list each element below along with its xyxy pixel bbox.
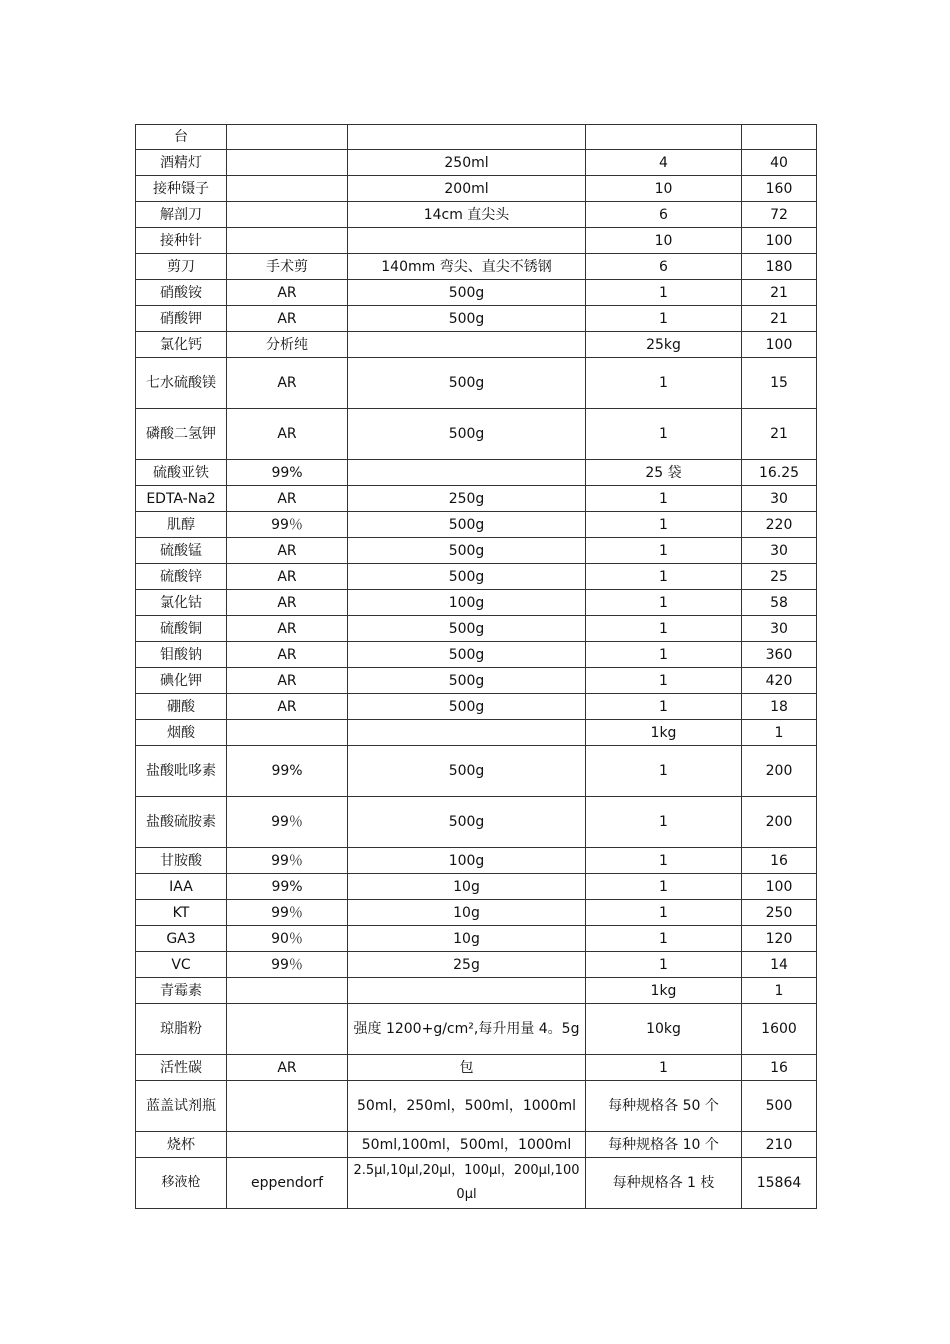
cell-item-name: 盐酸吡哆素: [136, 746, 227, 797]
cell-quantity: 1: [586, 668, 742, 694]
table-row: [136, 874, 817, 900]
cell-amount: 21: [742, 409, 817, 460]
cell-spec-grade: 分析纯: [227, 332, 348, 358]
cell-quantity: 1: [586, 590, 742, 616]
table-row: [136, 125, 817, 150]
cell-package-size: 强度 1200+g/cm²,每升用量 4。5g: [348, 1004, 586, 1055]
cell-quantity: 每种规格各 1 枝: [586, 1158, 742, 1209]
table-row: [136, 176, 817, 202]
cell-item-name: 碘化钾: [136, 668, 227, 694]
cell-spec-grade: [227, 125, 348, 150]
cell-item-name: 青霉素: [136, 978, 227, 1004]
cell-package-size: 500g: [348, 797, 586, 848]
cell-quantity: 1: [586, 486, 742, 512]
cell-item-name: VC: [136, 952, 227, 978]
cell-spec-grade: 手术剪: [227, 254, 348, 280]
table-row: [136, 512, 817, 538]
cell-amount: 18: [742, 694, 817, 720]
cell-item-name: 解剖刀: [136, 202, 227, 228]
table-row: [136, 900, 817, 926]
cell-item-name: 烟酸: [136, 720, 227, 746]
cell-amount: 360: [742, 642, 817, 668]
cell-spec-grade: AR: [227, 642, 348, 668]
cell-quantity: 10: [586, 176, 742, 202]
cell-item-name: 剪刀: [136, 254, 227, 280]
cell-quantity: 1: [586, 1055, 742, 1081]
cell-spec-grade: AR: [227, 694, 348, 720]
cell-quantity: 1: [586, 848, 742, 874]
cell-amount: 120: [742, 926, 817, 952]
cell-item-name: 接种针: [136, 228, 227, 254]
cell-spec-grade: [227, 720, 348, 746]
cell-package-size: 500g: [348, 668, 586, 694]
cell-item-name: 硝酸铵: [136, 280, 227, 306]
cell-quantity: 1: [586, 797, 742, 848]
cell-package-size: 500g: [348, 616, 586, 642]
cell-amount: 30: [742, 616, 817, 642]
cell-quantity: 每种规格各 10 个: [586, 1132, 742, 1158]
cell-quantity: 1kg: [586, 720, 742, 746]
supplies-table: [135, 124, 817, 1209]
cell-quantity: 25 袋: [586, 460, 742, 486]
cell-item-name: 硼酸: [136, 694, 227, 720]
table-row: [136, 926, 817, 952]
cell-quantity: 1: [586, 952, 742, 978]
cell-spec-grade: AR: [227, 538, 348, 564]
table-row: [136, 1158, 817, 1209]
cell-item-name: 酒精灯: [136, 150, 227, 176]
cell-item-name: 甘胺酸: [136, 848, 227, 874]
cell-package-size: 100g: [348, 848, 586, 874]
cell-package-size: 250g: [348, 486, 586, 512]
cell-spec-grade: 90％: [227, 926, 348, 952]
cell-spec-grade: AR: [227, 358, 348, 409]
cell-item-name: 氯化钴: [136, 590, 227, 616]
table-row: [136, 797, 817, 848]
cell-item-name: 硫酸锌: [136, 564, 227, 590]
cell-amount: 30: [742, 538, 817, 564]
cell-spec-grade: AR: [227, 590, 348, 616]
cell-package-size: 100g: [348, 590, 586, 616]
cell-package-size: 10g: [348, 926, 586, 952]
cell-quantity: 6: [586, 202, 742, 228]
cell-quantity: 4: [586, 150, 742, 176]
cell-item-name: 台: [136, 125, 227, 150]
table-row: [136, 720, 817, 746]
cell-amount: 21: [742, 306, 817, 332]
cell-package-size: 500g: [348, 409, 586, 460]
cell-amount: 15864: [742, 1158, 817, 1209]
table-row: [136, 306, 817, 332]
cell-amount: 160: [742, 176, 817, 202]
table-row: [136, 564, 817, 590]
cell-quantity: [586, 125, 742, 150]
table-row: [136, 280, 817, 306]
cell-item-name: IAA: [136, 874, 227, 900]
cell-amount: 16: [742, 1055, 817, 1081]
cell-quantity: 1: [586, 746, 742, 797]
cell-quantity: 1: [586, 874, 742, 900]
table-row: [136, 848, 817, 874]
table-row: [136, 668, 817, 694]
cell-package-size: 500g: [348, 358, 586, 409]
cell-amount: 210: [742, 1132, 817, 1158]
table-row: [136, 254, 817, 280]
cell-spec-grade: 99％: [227, 797, 348, 848]
cell-spec-grade: eppendorf: [227, 1158, 348, 1209]
cell-amount: 1600: [742, 1004, 817, 1055]
cell-spec-grade: [227, 202, 348, 228]
cell-spec-grade: 99%: [227, 746, 348, 797]
cell-spec-grade: 99％: [227, 848, 348, 874]
cell-package-size: 500g: [348, 538, 586, 564]
cell-item-name: 七水硫酸镁: [136, 358, 227, 409]
cell-quantity: 1: [586, 280, 742, 306]
cell-item-name: 蓝盖试剂瓶: [136, 1081, 227, 1132]
table-row: [136, 694, 817, 720]
cell-package-size: 50ml，250ml，500ml，1000ml: [348, 1081, 586, 1132]
cell-amount: 500: [742, 1081, 817, 1132]
cell-amount: 250: [742, 900, 817, 926]
cell-item-name: 烧杯: [136, 1132, 227, 1158]
cell-package-size: 2.5μl,10μl,20μl，100μl，200μl,1000μl: [348, 1158, 586, 1209]
cell-quantity: 1: [586, 900, 742, 926]
cell-amount: 100: [742, 332, 817, 358]
cell-package-size: 10g: [348, 900, 586, 926]
cell-item-name: 氯化钙: [136, 332, 227, 358]
cell-package-size: 500g: [348, 306, 586, 332]
cell-spec-grade: AR: [227, 564, 348, 590]
cell-package-size: 140mm 弯尖、直尖不锈钢: [348, 254, 586, 280]
table-row: [136, 642, 817, 668]
cell-quantity: 每种规格各 50 个: [586, 1081, 742, 1132]
cell-quantity: 1: [586, 694, 742, 720]
cell-quantity: 1: [586, 358, 742, 409]
cell-item-name: 硫酸铜: [136, 616, 227, 642]
table-row: [136, 1055, 817, 1081]
cell-spec-grade: [227, 1132, 348, 1158]
cell-spec-grade: AR: [227, 668, 348, 694]
cell-spec-grade: [227, 228, 348, 254]
cell-spec-grade: [227, 978, 348, 1004]
cell-spec-grade: 99％: [227, 900, 348, 926]
cell-item-name: 硝酸钾: [136, 306, 227, 332]
table-row: [136, 332, 817, 358]
cell-amount: 200: [742, 746, 817, 797]
cell-quantity: 10: [586, 228, 742, 254]
cell-amount: 15: [742, 358, 817, 409]
cell-spec-grade: AR: [227, 616, 348, 642]
cell-item-name: 硫酸锰: [136, 538, 227, 564]
cell-item-name: 琼脂粉: [136, 1004, 227, 1055]
cell-package-size: 500g: [348, 564, 586, 590]
cell-package-size: 500g: [348, 642, 586, 668]
cell-package-size: 14cm 直尖头: [348, 202, 586, 228]
cell-spec-grade: 99%: [227, 874, 348, 900]
cell-quantity: 1: [586, 306, 742, 332]
cell-item-name: 移液枪: [136, 1158, 227, 1209]
cell-package-size: 500g: [348, 746, 586, 797]
table-row: [136, 228, 817, 254]
cell-spec-grade: [227, 176, 348, 202]
cell-amount: 25: [742, 564, 817, 590]
cell-package-size: 10g: [348, 874, 586, 900]
cell-quantity: 1kg: [586, 978, 742, 1004]
cell-package-size: 50ml,100ml，500ml，1000ml: [348, 1132, 586, 1158]
cell-package-size: 200ml: [348, 176, 586, 202]
cell-item-name: 活性碳: [136, 1055, 227, 1081]
cell-package-size: [348, 720, 586, 746]
cell-amount: 16.25: [742, 460, 817, 486]
cell-spec-grade: AR: [227, 306, 348, 332]
cell-item-name: 接种镊子: [136, 176, 227, 202]
cell-amount: 40: [742, 150, 817, 176]
cell-item-name: 肌醇: [136, 512, 227, 538]
cell-quantity: 6: [586, 254, 742, 280]
cell-package-size: [348, 332, 586, 358]
cell-quantity: 1: [586, 538, 742, 564]
cell-quantity: 10kg: [586, 1004, 742, 1055]
cell-amount: 100: [742, 874, 817, 900]
cell-amount: [742, 125, 817, 150]
cell-amount: 58: [742, 590, 817, 616]
cell-package-size: 500g: [348, 280, 586, 306]
table-row: [136, 460, 817, 486]
table-row: [136, 1081, 817, 1132]
cell-spec-grade: 99%: [227, 460, 348, 486]
cell-item-name: KT: [136, 900, 227, 926]
cell-package-size: [348, 460, 586, 486]
table-row: [136, 616, 817, 642]
cell-package-size: [348, 228, 586, 254]
cell-amount: 420: [742, 668, 817, 694]
cell-spec-grade: [227, 1081, 348, 1132]
cell-item-name: 钼酸钠: [136, 642, 227, 668]
cell-item-name: 盐酸硫胺素: [136, 797, 227, 848]
cell-amount: 100: [742, 228, 817, 254]
cell-amount: 220: [742, 512, 817, 538]
table-row: [136, 538, 817, 564]
cell-spec-grade: 99％: [227, 512, 348, 538]
cell-item-name: 硫酸亚铁: [136, 460, 227, 486]
cell-amount: 1: [742, 978, 817, 1004]
table-row: [136, 486, 817, 512]
cell-amount: 30: [742, 486, 817, 512]
cell-spec-grade: [227, 150, 348, 176]
cell-item-name: 磷酸二氢钾: [136, 409, 227, 460]
table-row: [136, 358, 817, 409]
cell-quantity: 25kg: [586, 332, 742, 358]
cell-package-size: [348, 978, 586, 1004]
cell-amount: 1: [742, 720, 817, 746]
cell-spec-grade: AR: [227, 486, 348, 512]
cell-spec-grade: AR: [227, 280, 348, 306]
table-row: [136, 952, 817, 978]
cell-package-size: 500g: [348, 694, 586, 720]
cell-quantity: 1: [586, 409, 742, 460]
cell-spec-grade: [227, 1004, 348, 1055]
cell-package-size: [348, 125, 586, 150]
cell-amount: 21: [742, 280, 817, 306]
table-row: [136, 150, 817, 176]
table-row: [136, 978, 817, 1004]
table-row: [136, 590, 817, 616]
cell-quantity: 1: [586, 512, 742, 538]
cell-amount: 72: [742, 202, 817, 228]
table-row: [136, 202, 817, 228]
cell-quantity: 1: [586, 616, 742, 642]
cell-amount: 14: [742, 952, 817, 978]
cell-spec-grade: AR: [227, 1055, 348, 1081]
cell-package-size: 250ml: [348, 150, 586, 176]
cell-item-name: GA3: [136, 926, 227, 952]
cell-package-size: 500g: [348, 512, 586, 538]
cell-quantity: 1: [586, 642, 742, 668]
cell-amount: 180: [742, 254, 817, 280]
cell-amount: 200: [742, 797, 817, 848]
cell-package-size: 25g: [348, 952, 586, 978]
table-row: [136, 1004, 817, 1055]
cell-item-name: EDTA-Na2: [136, 486, 227, 512]
cell-spec-grade: AR: [227, 409, 348, 460]
table-row: [136, 409, 817, 460]
cell-amount: 16: [742, 848, 817, 874]
cell-spec-grade: 99％: [227, 952, 348, 978]
cell-package-size: 包: [348, 1055, 586, 1081]
supplies-table-body: [136, 125, 817, 1209]
table-row: [136, 1132, 817, 1158]
cell-quantity: 1: [586, 564, 742, 590]
table-row: [136, 746, 817, 797]
cell-quantity: 1: [586, 926, 742, 952]
